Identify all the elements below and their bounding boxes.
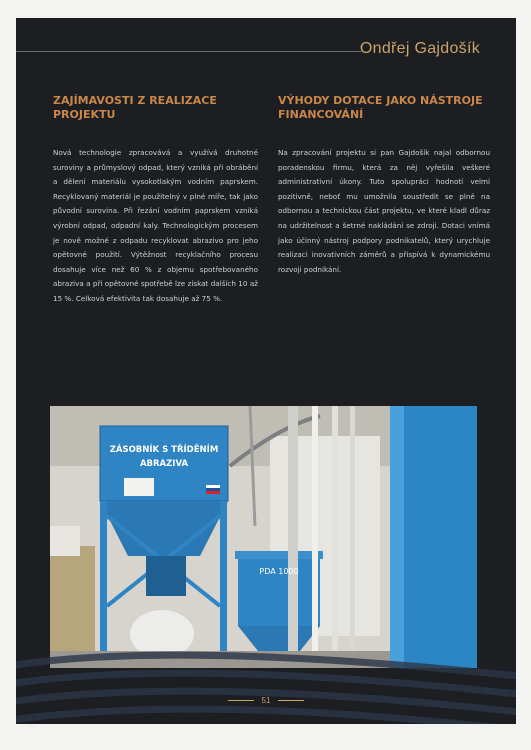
page-number (16, 696, 516, 705)
header-rule (16, 51, 361, 52)
left-heading-line2: PROJEKTU (53, 108, 116, 121)
machine-label-line1: ZÁSOBNÍK S TŘÍDĚNÍM (109, 445, 219, 455)
page (16, 18, 516, 724)
left-heading (53, 94, 258, 122)
factory-photo (50, 406, 477, 668)
right-column (278, 94, 490, 277)
machine-label-line2: ABRAZIVA (139, 459, 189, 469)
page-number-text: 51 (261, 696, 271, 705)
right-heading-line2: FINANCOVÁNÍ (278, 108, 364, 121)
right-body-text: Na zpracování projektu si pan Gajdošík najal odbornou poradenskou firmu, která za něj vyřešila veškeré administrativní úkony. Tuto spolupráci hodnotí velmi pozitivně, neboť mu umožnila soustředit se plně na odbornou a technickou část projektu, ve které kladl důraz na udržitelnost a šetrné nakládání se zdroji. Dotaci vnímá jako účinný nástroj podpory podnikatelů, který urychluje realizaci inovativních záměrů a přispívá k dynamickému rozvoji podnikání. (278, 148, 490, 274)
author-name: Ondřej Gajdošík (359, 40, 480, 57)
right-heading-line1: VÝHODY DOTACE JAKO NÁSTROJE (278, 94, 483, 107)
left-body-text: Nová technologie zpracovává a využívá druhotné suroviny a průmyslový odpad, který vzniká při obrábění a dělení materiálu vysokotlakým vodním paprskem. Recyklovaný materiál je použitelný v plné míře, tak jako původní surovina. Při řezání vodním paprskem vzniká výrobní odpad, odpadní kaly. Technologickým procesem je nově možné z odpadu recyklovat abrazivo pro jeho opětovné použití. Výtěžnost recyklačního procesu dosahuje více než 60 % z objemu spotřebovaného abraziva a při opětovné spotřebě lze získat dalších 10 až 15 %. Celková efektivita tak dosahuje až 75 %. (53, 148, 258, 303)
left-heading-line1: ZAJÍMAVOSTI Z REALIZACE (53, 94, 217, 107)
tank-label: PDA 1000 (259, 567, 299, 576)
page-number-rule-left (228, 700, 254, 701)
page-number-rule-right (278, 700, 304, 701)
left-column (53, 94, 258, 307)
right-heading (278, 94, 490, 122)
